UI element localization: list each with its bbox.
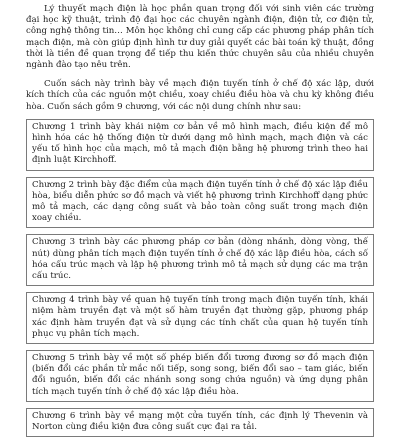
chapter-1-summary: Chương 1 trình bày khái niệm cơ bản về mô hình mạch, điều kiện để mô hình hóa các hệ thống điện từ dưới dạng mô hình mạch, mạch điện và các yếu tố hình học của mạch, mô tả mạch điện bằng hệ phương trình theo hai định luật Kirchhoff. [32, 121, 368, 166]
chapter-4-summary: Chương 4 trình bày về quan hệ tuyến tính trong mạch điện tuyến tính, khái niệm hàm truyền đạt và một số hàm truyền đạt thường gặp, phương pháp xác định hàm truyền đạt và sử dụng các tính chất của quan hệ tuyến tính phục vụ phân tích mạch. [32, 295, 368, 339]
intro-paragraph-2: Cuốn sách này trình bày về mạch điện tuyến tính ở chế độ xác lập, dưới kích thích của các nguồn một chiều, xoay chiều điều hòa và chu kỳ không điều hòa. Cuốn sách gồm 9 chương, với các nội dung chính như sau: [26, 79, 374, 112]
intro-paragraph-1: Lý thuyết mạch điện là học phần quan trọng đối với sinh viên các trường đại học kỹ thuật, trình độ đại học các chuyên ngành điện, điện tử, cơ điện tử, công nghệ thông tin… Môn học không chỉ cung cấp các phương pháp phân tích mạch điện, mà còn giúp định hình tư duy giải quyết các bài toán kỹ thuật, đồng thời là tiền đề quan trọng để tiếp thu kiến thức chuyên sâu của nhiều chuyên ngành đào tạo nêu trên. [26, 4, 374, 71]
chapter-3-summary: Chương 3 trình bày các phương pháp cơ bản (dòng nhánh, dòng vòng, thế nút) dùng phân tích mạch điện tuyến tính ở chế độ xác lập điều hòa, cách số hóa cấu trúc mạch và lập hệ phương trình mô tả mạch sử dụng các ma trận cấu trúc. [32, 237, 368, 282]
chapter-6-box [26, 408, 374, 437]
chapter-6-summary: Chương 6 trình bày về mạng một cửa tuyến tính, các định lý Thevenin và Norton cùng điều kiện đưa công suất cực đại ra tải. [32, 410, 368, 433]
chapter-2-summary: Chương 2 trình bày đặc điểm của mạch điện tuyến tính ở chế độ xác lập điều hòa, biểu diễn phức sơ đồ mạch và viết hệ phương trình Kirchhoff dạng phức mô tả mạch, các dạng công suất và bảo toàn công suất trong mạch điện xoay chiều. [32, 179, 368, 224]
chapter-5-box [26, 350, 374, 402]
chapter-4-box [26, 292, 374, 344]
chapter-3-box [26, 234, 374, 286]
chapter-5-summary: Chương 5 trình bày về một số phép biến đổi tương đương sơ đồ mạch điện (biến đổi các phần tử mắc nối tiếp, song song, biến đổi sao – tam giác, biến đổi nguồn, biến đổi các nhánh song song chứa nguồn) và ứng dụng phân tích mạch tuyến tính ở chế độ xác lập điều hòa. [32, 353, 368, 397]
chapter-1-box [26, 119, 374, 171]
chapter-2-box [26, 177, 374, 229]
